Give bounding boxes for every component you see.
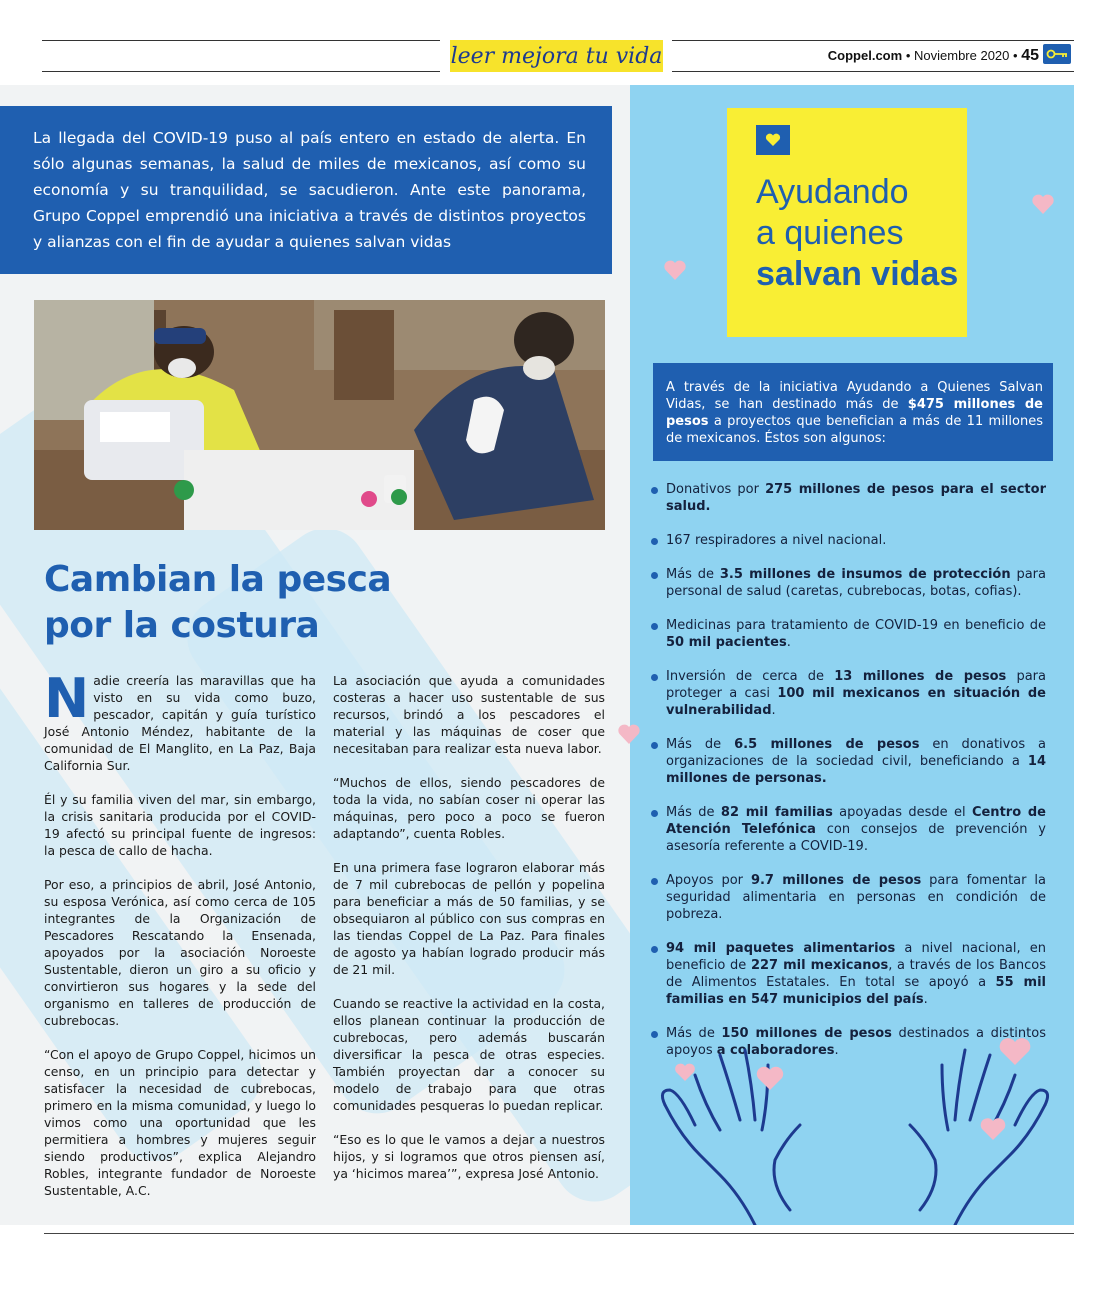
paragraph: Él y su familia viven del mar, sin embargo, la crisis sanitaria producida por el COVID-19 afectó su principal fuente de ingresos: la pesca de callo de hacha. bbox=[44, 792, 316, 858]
list-item bbox=[650, 532, 1046, 549]
sidebar-title-line-2: a quienes bbox=[756, 214, 904, 252]
paragraph: Por eso, a principios de abril, José Antonio, su esposa Verónica, así como cerca de 105 integrantes de la Organización de Pescadores Rescatando la Ensenada, apoyados por la asociación Noroeste Sustentable, dieron un giro a su oficio y convirtieron sus hogares y la sede del organismo en talleres de producción de cubrebocas. bbox=[44, 877, 316, 1028]
item-text: en donativos a organizaciones de la sociedad civil, beneficiando a bbox=[666, 737, 1046, 769]
page-number: 45 bbox=[1021, 47, 1039, 64]
heart-icon bbox=[1031, 192, 1055, 216]
paragraph: La asociación que ayuda a comunidades costeras a hacer uso sustentable de sus recursos, brindó a los pescadores el material y las máquinas de coser que necesitaban para realizar esta nueva labor. bbox=[333, 673, 605, 756]
page-info bbox=[828, 47, 1039, 65]
paragraph: “Eso es lo que le vamos a dejar a nuestros hijos, y si logramos que otros piensen así, ya ‘hicimos marea’”, expresa José Antonio. bbox=[333, 1132, 605, 1181]
item-text: , a través de los Bancos de Alimentos Estatales. En total se apoyó a bbox=[666, 958, 1046, 990]
item-highlight: 13 millones de pesos bbox=[834, 669, 1007, 684]
article-photo bbox=[34, 300, 605, 530]
list-item bbox=[650, 804, 1046, 855]
item-highlight: 14 millones de personas. bbox=[666, 754, 1046, 786]
heart-icon bbox=[617, 722, 641, 746]
item-text: Inversión de cerca de bbox=[666, 669, 835, 684]
item-highlight: 6.5 millones de pesos bbox=[734, 737, 920, 752]
photo-illustration bbox=[34, 300, 605, 530]
item-text: Más de bbox=[666, 567, 720, 582]
item-text: . bbox=[771, 703, 776, 718]
list-item bbox=[650, 481, 1046, 515]
paragraph: “Muchos de ellos, siendo pescadores de toda la vida, no sabían coser ni operar las máquinas, pero poco a poco se fueron adaptando”, cuenta Robles. bbox=[333, 775, 605, 841]
list-item bbox=[650, 872, 1046, 923]
item-highlight: 100 mil mexicanos en situación de vulnerabilidad bbox=[666, 686, 1046, 718]
header-rule-left-top bbox=[42, 40, 440, 41]
item-text: Más de bbox=[666, 1026, 722, 1041]
paragraph bbox=[44, 667, 316, 774]
paragraph: Cuando se reactive la actividad en la costa, ellos planean continuar la producción de cubrebocas, pero además buscarán diversificar la pesca de otras especies. También proyectan dar a conocer su modelo de trabajo para que otras comunidades pesqueras lo puedan replicar. bbox=[333, 996, 605, 1113]
item-text: para proteger a casi bbox=[666, 669, 1046, 701]
article-column-1 bbox=[44, 667, 316, 1216]
issue-date: Noviembre 2020 bbox=[914, 48, 1010, 63]
item-highlight: 55 mil familias en 547 municipios del país bbox=[666, 975, 1047, 1007]
list-item bbox=[650, 940, 1046, 1008]
item-text: Más de bbox=[666, 805, 721, 820]
item-text: Donativos por bbox=[666, 482, 766, 497]
item-highlight: 3.5 millones de insumos de protección bbox=[719, 567, 1011, 582]
hands-illustration bbox=[650, 1035, 1060, 1225]
heart-icon bbox=[663, 258, 687, 282]
item-highlight: 150 millones de pesos bbox=[721, 1026, 892, 1041]
item-text: apoyadas desde el bbox=[832, 805, 972, 820]
item-text: Más de bbox=[666, 737, 735, 752]
list-item bbox=[650, 668, 1046, 719]
article-headline bbox=[44, 557, 604, 649]
intro-text: La llegada del COVID-19 puso al país entero en estado de alerta. En sólo algunas semanas, la salud de miles de mexicanos, así como su economía y su tranquilidad, se sacudieron. Ante este panorama, Grupo Coppel emprendió una iniciativa a través de distintos proyectos y alianzas con el fin de ayudar a quienes salvan vidas bbox=[33, 129, 586, 251]
heart-badge-icon bbox=[756, 125, 790, 155]
tagline-banner bbox=[450, 40, 663, 72]
paragraph: En una primera fase lograron elaborar más de 7 mil cubrebocas de pellón y popelina para beneficiar a más de 50 familias, y se obsequiaron al público con sus compras en las tiendas Coppel de La Paz. Para finales de agosto ya habían logrado producir más de 21 mil. bbox=[333, 860, 605, 977]
item-highlight: 82 mil familias bbox=[720, 805, 833, 820]
item-text: a nivel nacional, en beneficio de bbox=[666, 941, 1046, 973]
headline-line-2: por la costura bbox=[44, 605, 320, 646]
drop-cap: N bbox=[44, 667, 90, 730]
list-item bbox=[650, 566, 1046, 600]
separator: • bbox=[905, 48, 911, 63]
item-text: para personal de salud (caretas, cubrebocas, botas, cofias). bbox=[666, 567, 1046, 599]
header-rule-left-bottom bbox=[42, 71, 440, 72]
summary-text: a proyectos que benefician a más de 11 millones de mexicanos. Éstos son algunos: bbox=[666, 414, 1043, 446]
item-highlight: 94 mil paquetes alimentarios bbox=[666, 941, 896, 956]
tagline-text: leer mejora tu vida bbox=[450, 43, 663, 69]
header-rule-right-bottom bbox=[672, 71, 1074, 72]
item-text: . bbox=[923, 992, 928, 1007]
item-text: Apoyos por bbox=[666, 873, 751, 888]
sidebar-summary bbox=[653, 363, 1053, 461]
paragraph-text: adie creería las maravillas que ha visto en su vida como buzo, pescador, capitán y guía turístico José Antonio Méndez, habitante de la comunidad de El Manglito, en La Paz, Baja California Sur. bbox=[44, 673, 316, 773]
item-text: destinados a distintos apoyos bbox=[666, 1026, 1046, 1058]
article-column-2 bbox=[333, 672, 605, 1199]
site-name: Coppel.com bbox=[827, 48, 903, 63]
footer-rule bbox=[44, 1233, 1074, 1234]
item-text: . bbox=[834, 1043, 839, 1058]
sidebar-title-line-3: salvan vidas bbox=[756, 255, 959, 293]
sidebar-title bbox=[756, 172, 966, 295]
list-item bbox=[650, 617, 1046, 651]
item-text: Medicinas para tratamiento de COVID-19 en beneficio de bbox=[666, 618, 1046, 633]
header-rule-right-top bbox=[672, 40, 1074, 41]
item-highlight: 50 mil pacientes bbox=[666, 635, 787, 650]
item-highlight: 227 mil mexicanos bbox=[750, 958, 889, 973]
key-icon bbox=[1043, 44, 1071, 64]
item-highlight: 9.7 millones de pesos bbox=[750, 873, 922, 888]
list-item bbox=[650, 736, 1046, 787]
item-text: . bbox=[786, 635, 791, 650]
headline-line-1: Cambian la pesca bbox=[44, 559, 392, 600]
item-text: para fomentar la seguridad alimentaria en personas en condición de pobreza. bbox=[666, 873, 1046, 922]
paragraph: “Con el apoyo de Grupo Coppel, hicimos un censo, en un principio para detectar y satisfacer la necesidad de cubrebocas, primero en la misma comunidad, y luego lo vimos como una oportunidad que les permitiera a hombres y mujeres seguir siendo productivos”, explica Alejandro Robles, integrante fundador de Noroeste Sustentable, A.C. bbox=[44, 1047, 316, 1198]
item-highlight: 275 millones de pesos para el sector salud. bbox=[666, 482, 1046, 514]
intro-box bbox=[0, 106, 612, 274]
summary-text: A través de la iniciativa Ayudando a Quienes Salvan Vidas, se han destinado más de bbox=[666, 380, 1043, 412]
item-highlight: a colaboradores bbox=[716, 1043, 835, 1058]
item-highlight: Centro de Atención Telefónica bbox=[666, 805, 1046, 837]
item-text: con consejos de prevención y asesoría referente a COVID-19. bbox=[666, 822, 1047, 854]
achievements-list bbox=[650, 481, 1046, 1059]
separator: • bbox=[1013, 48, 1018, 63]
item-text: 167 respiradores a nivel nacional. bbox=[666, 533, 887, 548]
sidebar-title-line-1: Ayudando bbox=[756, 173, 909, 211]
summary-highlight: $475 millones de pesos bbox=[666, 397, 1043, 429]
